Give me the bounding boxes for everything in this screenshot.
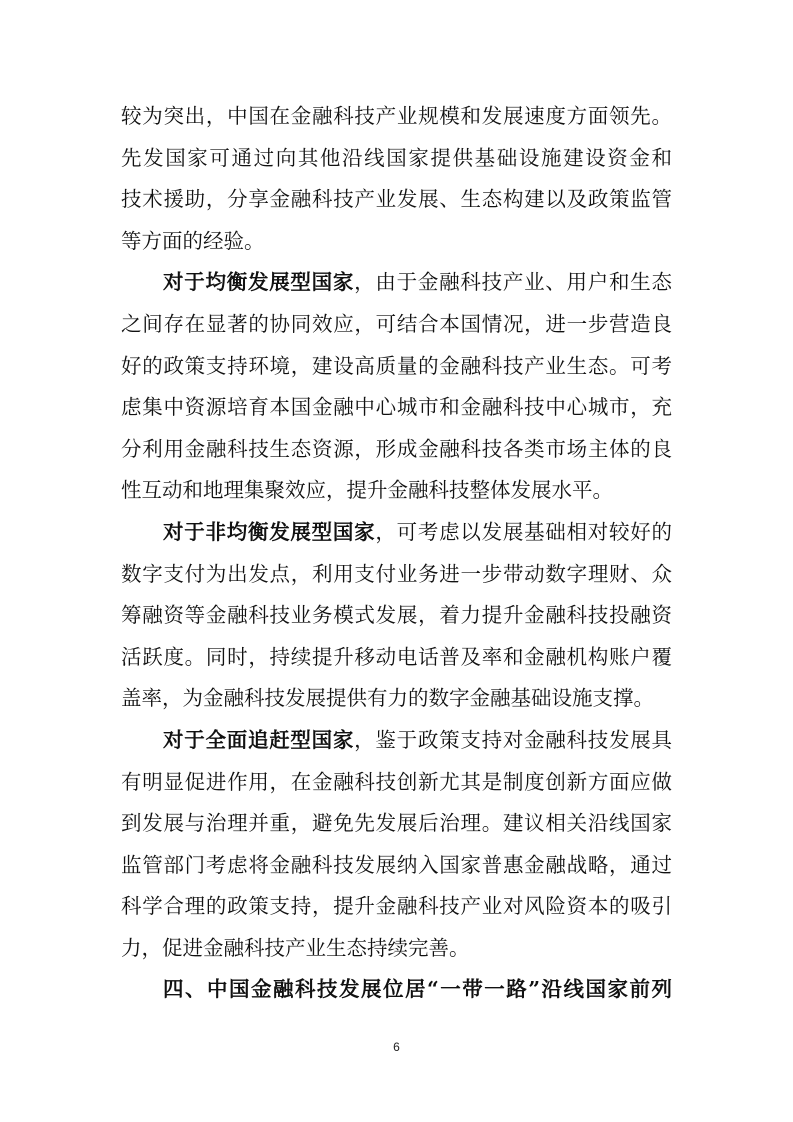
text-line: 有明显促进作用，在金融科技创新尤其是制度创新方面应做 xyxy=(121,769,672,794)
text-run: ，鉴于政策支持对金融科技发展具 xyxy=(354,727,673,752)
paragraph-lead: 对于全面追赶型国家 xyxy=(163,727,355,752)
paragraph-lead: 对于非均衡发展型国家 xyxy=(163,519,376,544)
text-line: 等方面的经验。 xyxy=(121,228,265,253)
text-line: 监管部门考虑将金融科技发展纳入国家普惠金融战略，通过 xyxy=(121,852,672,877)
text-line: 到发展与治理并重，避免先发展后治理。建议相关沿线国家 xyxy=(121,811,672,836)
text-line: 活跃度。同时，持续提升移动电话普及率和金融机构账户覆 xyxy=(121,644,672,669)
text-line: 盖率，为金融科技发展提供有力的数字金融基础设施支撑。 xyxy=(121,686,654,711)
paragraph xyxy=(121,96,672,262)
text-line: 筹融资等金融科技业务模式发展，着力提升金融科技投融资 xyxy=(121,603,672,628)
paragraph-unbalanced-countries xyxy=(121,512,672,720)
document-body xyxy=(121,96,672,1011)
text-line: 之间存在显著的协同效应，可结合本国情况，进一步营造良 xyxy=(121,311,672,336)
section-heading: 四、中国金融科技发展位居“一带一路”沿线国家前列 xyxy=(163,977,672,1002)
text-line: 先发国家可通过向其他沿线国家提供基础设施建设资金和 xyxy=(121,145,672,170)
text-line: 数字支付为出发点，利用支付业务进一步带动数字理财、众 xyxy=(121,561,672,586)
paragraph-lead: 对于均衡发展型国家 xyxy=(163,270,355,295)
text-line: 技术援助，分享金融科技产业发展、生态构建以及政策监管 xyxy=(121,187,672,212)
text-line xyxy=(121,720,672,762)
text-line: 虑集中资源培育本国金融中心城市和金融科技中心城市，充 xyxy=(121,395,672,420)
text-line: 性互动和地理集聚效应，提升金融科技整体发展水平。 xyxy=(121,478,613,503)
text-run: ，由于金融科技产业、用户和生态 xyxy=(354,270,673,295)
text-run: ，可考虑以发展基础相对较好的 xyxy=(375,519,672,544)
text-line: 较为突出，中国在金融科技产业规模和发展速度方面领先。 xyxy=(121,104,672,128)
page-number: 6 xyxy=(393,1040,400,1054)
paragraph-balanced-countries xyxy=(121,262,672,512)
paragraph-catch-up-countries xyxy=(121,720,672,970)
text-line: 科学合理的政策支持，提升金融科技产业对风险资本的吸引 xyxy=(121,894,672,919)
text-line: 分利用金融科技生态资源，形成金融科技各类市场主体的良 xyxy=(121,436,672,461)
text-line xyxy=(121,262,672,304)
text-line: 好的政策支持环境，建设高质量的金融科技产业生态。可考 xyxy=(121,353,672,378)
text-line xyxy=(121,512,672,554)
text-line: 力，促进金融科技产业生态持续完善。 xyxy=(121,935,470,960)
